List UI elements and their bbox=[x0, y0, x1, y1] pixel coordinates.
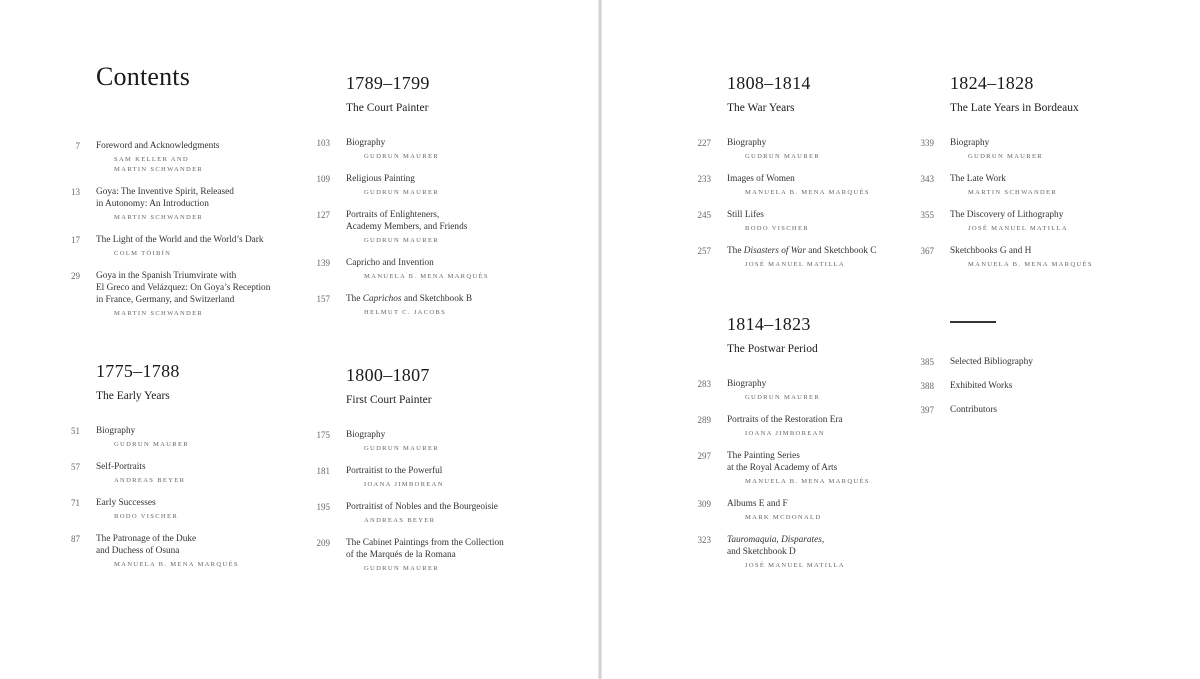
page-number: 385 bbox=[920, 357, 934, 367]
entry-title: Portraits of Enlighteners, Academy Members, and Friends bbox=[346, 210, 468, 232]
toc-entry[interactable] bbox=[697, 173, 876, 198]
toc-entry[interactable] bbox=[697, 209, 876, 234]
section-subtitle: The War Years bbox=[727, 102, 795, 114]
page-number: 181 bbox=[316, 466, 330, 476]
page-number: 209 bbox=[316, 538, 330, 548]
toc-entry[interactable] bbox=[697, 245, 877, 270]
section-subtitle: The Court Painter bbox=[346, 102, 429, 114]
page-number: 283 bbox=[697, 379, 711, 389]
toc-entry[interactable] bbox=[316, 537, 504, 574]
entry-title: Portraitist to the Powerful bbox=[346, 466, 443, 476]
section-1775-1788 bbox=[71, 360, 239, 581]
toc-entry[interactable] bbox=[71, 497, 239, 522]
page-number: 127 bbox=[316, 210, 330, 220]
entry-title: The Late Work bbox=[950, 174, 1006, 184]
page-number: 397 bbox=[920, 405, 934, 415]
toc-entry[interactable] bbox=[920, 404, 1033, 416]
page-number: 17 bbox=[71, 235, 80, 245]
toc-entry[interactable] bbox=[697, 450, 870, 487]
toc-entry[interactable] bbox=[920, 209, 1093, 234]
entry-title: The Discovery of Lithography bbox=[950, 210, 1064, 220]
entry-title: Capricho and Invention bbox=[346, 258, 434, 268]
toc-entry[interactable] bbox=[75, 140, 270, 175]
entry-title: Tauromaquia, Disparates, and Sketchbook D bbox=[727, 535, 825, 557]
entry-title: Biography bbox=[950, 138, 990, 148]
entry-author: MANUELA B. MENA MARQUÉS bbox=[968, 261, 1093, 268]
entry-author: JOSÉ MANUEL MATILLA bbox=[745, 562, 845, 569]
entry-title: Early Successes bbox=[96, 498, 156, 508]
entry-title: Albums E and F bbox=[727, 499, 788, 509]
page-number: 195 bbox=[316, 502, 330, 512]
page-number: 245 bbox=[697, 210, 711, 220]
entry-title: Portraits of the Restoration Era bbox=[727, 415, 843, 425]
section-1814-1823 bbox=[697, 313, 870, 582]
page-number: 103 bbox=[316, 138, 330, 148]
page-number: 29 bbox=[71, 271, 80, 281]
entry-title: Biography bbox=[346, 138, 386, 148]
entry-author: IOANA JIMBOREAN bbox=[745, 430, 825, 437]
page-number: 323 bbox=[697, 535, 711, 545]
entry-author: MANUELA B. MENA MARQUÉS bbox=[364, 273, 489, 280]
section-1824-1828 bbox=[920, 72, 1093, 281]
page-number: 227 bbox=[697, 138, 711, 148]
section-1800-1807 bbox=[316, 364, 504, 585]
section-subtitle: The Early Years bbox=[96, 390, 170, 402]
section-period: 1824–1828 bbox=[950, 73, 1034, 93]
toc-entry[interactable] bbox=[920, 380, 1033, 392]
toc-entry[interactable] bbox=[71, 234, 270, 259]
entry-author: SAM KELLER AND MARTIN SCHWANDER bbox=[114, 156, 204, 173]
entry-author: COLM TÓIBÍN bbox=[114, 250, 172, 257]
entry-author: GUDRUN MAURER bbox=[364, 153, 439, 160]
entry-author: GUDRUN MAURER bbox=[364, 445, 439, 452]
section-subtitle: The Postwar Period bbox=[727, 343, 818, 355]
entry-author: JOSÉ MANUEL MATILLA bbox=[968, 225, 1068, 232]
entry-title: Selected Bibliography bbox=[950, 357, 1033, 367]
page-number: 57 bbox=[71, 462, 80, 472]
page-number: 297 bbox=[697, 451, 711, 461]
page-number: 367 bbox=[920, 246, 934, 256]
toc-entry[interactable] bbox=[697, 137, 876, 162]
section-subtitle: First Court Painter bbox=[346, 394, 432, 406]
entry-title: Images of Women bbox=[727, 174, 795, 184]
toc-entry[interactable] bbox=[316, 173, 489, 198]
toc-entry[interactable] bbox=[697, 498, 870, 523]
entry-title: Biography bbox=[346, 430, 386, 440]
entry-author: ANDREAS BEYER bbox=[114, 477, 186, 484]
entry-author: MARK MCDONALD bbox=[745, 514, 822, 521]
entry-author: HELMUT C. JACOBS bbox=[364, 309, 447, 316]
toc-entry[interactable] bbox=[316, 501, 504, 526]
entry-title: The Disasters of War and Sketchbook C bbox=[727, 246, 877, 256]
entry-title: The Cabinet Paintings from the Collection of the Marqués de la Romana bbox=[346, 538, 504, 560]
toc-entry[interactable] bbox=[920, 173, 1093, 198]
entry-author: BODO VISCHER bbox=[745, 225, 810, 232]
entry-title: Portraitist of Nobles and the Bourgeoisie bbox=[346, 502, 498, 512]
toc-entry[interactable] bbox=[316, 257, 489, 282]
toc-entry[interactable] bbox=[71, 186, 270, 223]
section-period: 1808–1814 bbox=[727, 73, 811, 93]
entry-title: Self-Portraits bbox=[96, 462, 146, 472]
page-number: 289 bbox=[697, 415, 711, 425]
entry-author: GUDRUN MAURER bbox=[745, 153, 820, 160]
section-period: 1814–1823 bbox=[727, 314, 811, 334]
page-number: 51 bbox=[71, 426, 80, 436]
entry-title: Foreword and Acknowledgments bbox=[96, 141, 220, 151]
entry-author: ANDREAS BEYER bbox=[364, 517, 436, 524]
book-spine bbox=[598, 0, 602, 679]
page-number: 388 bbox=[920, 381, 934, 391]
toc-entry[interactable] bbox=[920, 245, 1093, 270]
entry-author: MANUELA B. MENA MARQUÉS bbox=[745, 189, 870, 196]
entry-author: GUDRUN MAURER bbox=[364, 189, 439, 196]
toc-entry[interactable] bbox=[71, 270, 271, 319]
entry-title: Goya: The Inventive Spirit, Released in Autonomy: An Introduction bbox=[96, 187, 234, 209]
toc-entry[interactable] bbox=[71, 533, 239, 570]
entry-author: GUDRUN MAURER bbox=[364, 237, 439, 244]
divider-rule bbox=[950, 321, 996, 323]
entry-title: The Caprichos and Sketchbook B bbox=[346, 294, 473, 304]
entry-title: Religious Painting bbox=[346, 174, 415, 184]
entry-title: Still Lifes bbox=[727, 210, 764, 220]
section-1808-1814 bbox=[697, 72, 877, 281]
toc-entry[interactable] bbox=[71, 461, 239, 486]
page-number: 233 bbox=[697, 174, 711, 184]
page-number: 343 bbox=[920, 174, 934, 184]
entry-title: Sketchbooks G and H bbox=[950, 246, 1032, 256]
page-number: 355 bbox=[920, 210, 934, 220]
section-subtitle: The Late Years in Bordeaux bbox=[950, 102, 1079, 114]
page-number: 175 bbox=[316, 430, 330, 440]
entry-author: MARTIN SCHWANDER bbox=[114, 214, 204, 221]
entry-title: The Light of the World and the World’s Dark bbox=[96, 235, 264, 245]
entry-author: GUDRUN MAURER bbox=[968, 153, 1043, 160]
entry-author: BODO VISCHER bbox=[114, 513, 179, 520]
back-matter-list bbox=[920, 356, 1033, 428]
entry-title: Biography bbox=[727, 379, 767, 389]
page-number: 157 bbox=[316, 294, 330, 304]
entry-author: MARTIN SCHWANDER bbox=[968, 189, 1058, 196]
page-number: 109 bbox=[316, 174, 330, 184]
toc-entry[interactable] bbox=[71, 425, 239, 450]
entry-author: MANUELA B. MENA MARQUÉS bbox=[745, 478, 870, 485]
page-number: 13 bbox=[71, 187, 80, 197]
entry-author: GUDRUN MAURER bbox=[745, 394, 820, 401]
entry-author: GUDRUN MAURER bbox=[364, 565, 439, 572]
section-period: 1789–1799 bbox=[346, 73, 430, 93]
entry-author: IOANA JIMBOREAN bbox=[364, 481, 444, 488]
entry-title: Goya in the Spanish Triumvirate with El Greco and Velázquez: On Goya’s Reception in France, Germany, and Switzerland bbox=[96, 271, 271, 305]
toc-entry[interactable] bbox=[920, 356, 1033, 368]
toc-entry[interactable] bbox=[697, 378, 870, 403]
page-number: 87 bbox=[71, 534, 80, 544]
entry-title: Biography bbox=[96, 426, 136, 436]
toc-entry[interactable] bbox=[316, 293, 489, 318]
toc-entry[interactable] bbox=[697, 414, 870, 439]
toc-entry[interactable] bbox=[316, 429, 504, 454]
front-matter-list bbox=[71, 140, 271, 330]
page-number: 139 bbox=[316, 258, 330, 268]
page-number: 257 bbox=[697, 246, 711, 256]
entry-title: Contributors bbox=[950, 405, 998, 415]
entry-title: Biography bbox=[727, 138, 767, 148]
toc-entry[interactable] bbox=[316, 137, 489, 162]
page-number: 309 bbox=[697, 499, 711, 509]
entry-title: Exhibited Works bbox=[950, 381, 1013, 391]
entry-author: MANUELA B. MENA MARQUÉS bbox=[114, 561, 239, 568]
toc-entry[interactable] bbox=[316, 465, 504, 490]
toc-entry[interactable] bbox=[697, 534, 870, 571]
section-period: 1800–1807 bbox=[346, 365, 430, 385]
page-number: 339 bbox=[920, 138, 934, 148]
entry-author: JOSÉ MANUEL MATILLA bbox=[745, 261, 845, 268]
entry-author: MARTIN SCHWANDER bbox=[114, 310, 204, 317]
toc-entry[interactable] bbox=[316, 209, 489, 246]
section-1789-1799 bbox=[316, 72, 489, 329]
page-number: 7 bbox=[75, 141, 80, 151]
entry-author: GUDRUN MAURER bbox=[114, 441, 189, 448]
entry-title: The Patronage of the Duke and Duchess of Osuna bbox=[96, 534, 197, 556]
page-number: 71 bbox=[71, 498, 80, 508]
contents-title: Contents bbox=[96, 62, 191, 91]
section-period: 1775–1788 bbox=[96, 361, 180, 381]
entry-title: The Painting Series at the Royal Academy of Arts bbox=[727, 451, 838, 473]
toc-entry[interactable] bbox=[920, 137, 1093, 162]
